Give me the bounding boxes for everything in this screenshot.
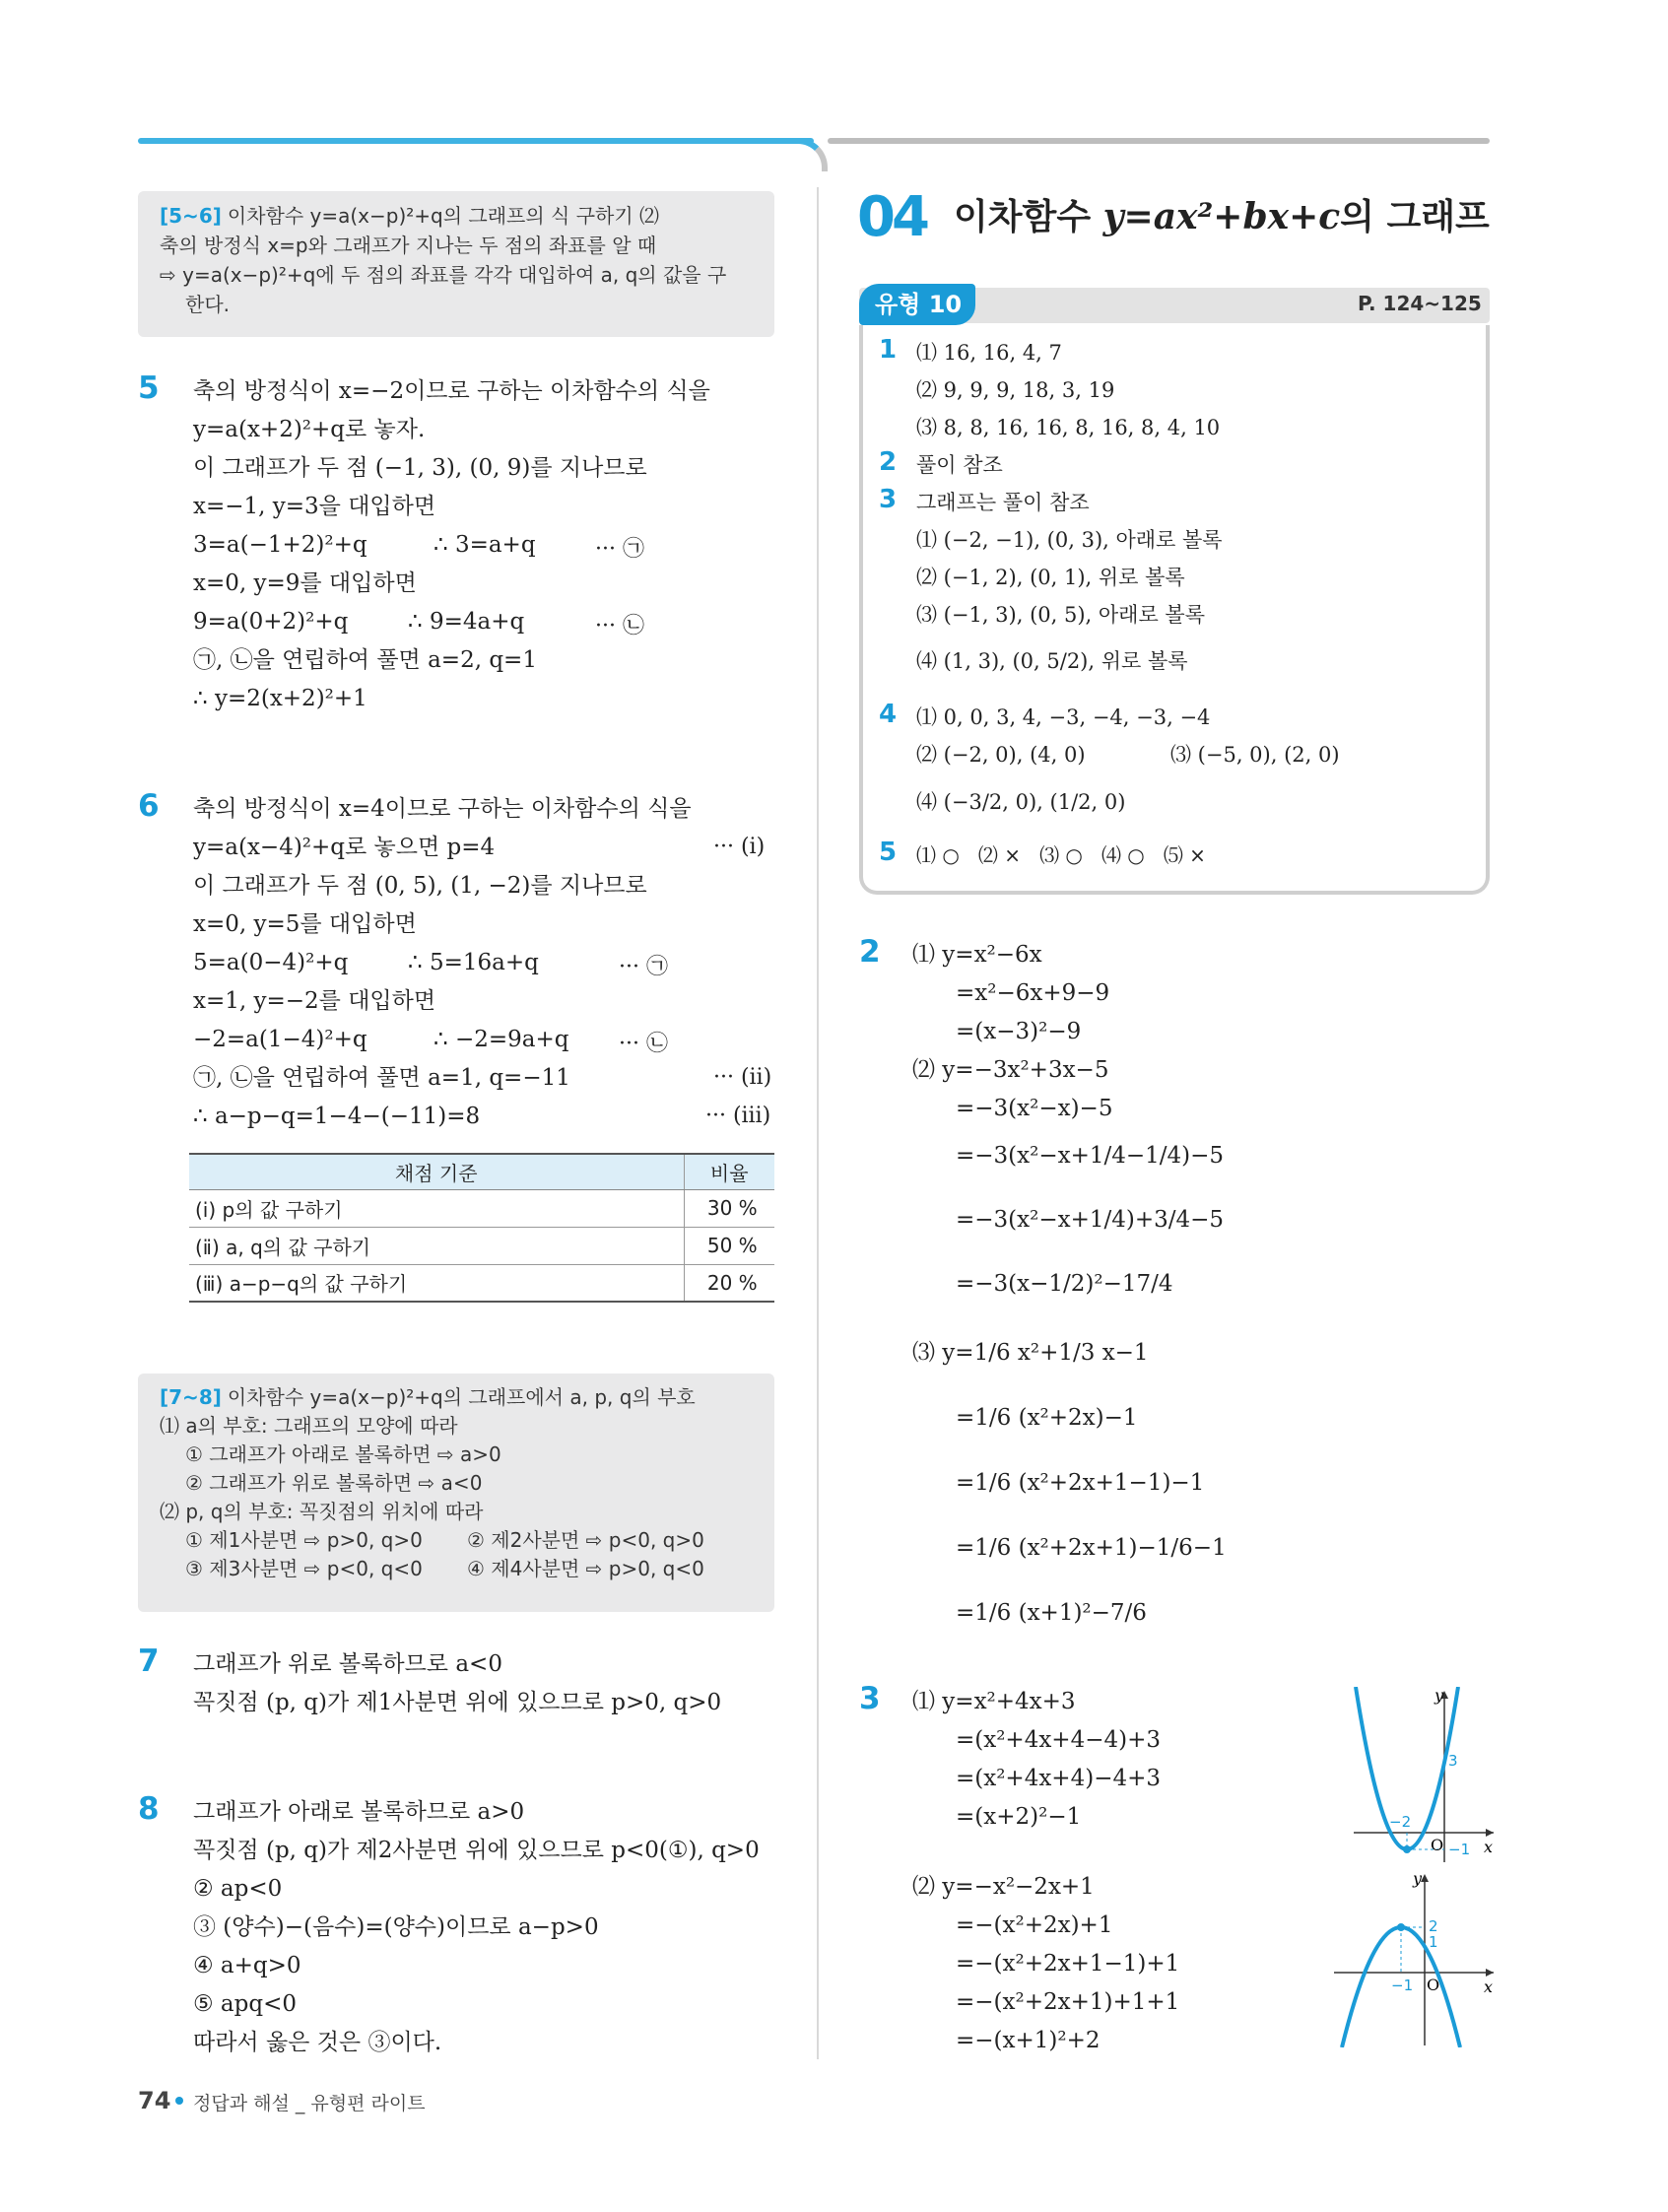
table-cell: (ⅱ) a, q의 값 구하기 xyxy=(189,1227,684,1264)
answer-number: 5 xyxy=(879,838,898,867)
equation-mark: ··· (ⅰ) xyxy=(713,835,766,859)
table-cell: (ⅲ) a−p−q의 값 구하기 xyxy=(189,1264,684,1302)
solution-line: =(x²+4x+4)−4+3 xyxy=(956,1766,1161,1791)
x-axis-label: x xyxy=(1484,1977,1494,1996)
tip-line: ② 제2사분면 ⇨ p<0, q>0 xyxy=(467,1528,704,1552)
solution-line: =1/6 (x²+2x)−1 xyxy=(956,1405,1138,1431)
solution-line: =−(x²+2x+1)+1+1 xyxy=(956,1989,1180,2015)
solution-line: x=−1, y=3을 대입하면 xyxy=(193,494,436,519)
solution-line: =−3(x−1/2)²−17/4 xyxy=(956,1271,1173,1297)
table-cell: 50 % xyxy=(684,1227,774,1264)
x-axis-arrow xyxy=(1486,1829,1494,1837)
solution-line: ④ a+q>0 xyxy=(193,1953,301,1978)
solution-line: x=0, y=5를 대입하면 xyxy=(193,911,417,937)
vertex-point xyxy=(1397,1923,1405,1931)
tip-line: ① 그래프가 아래로 볼록하면 ⇨ a>0 xyxy=(185,1442,501,1466)
section-title-pre: 이차함수 xyxy=(954,197,1103,237)
solution-line: 그래프가 아래로 볼록하므로 a>0 xyxy=(193,1799,525,1825)
answer-number: 1 xyxy=(879,335,898,365)
equation-mark: ··· ㉠ xyxy=(595,537,644,562)
solution-line: ∴ a−p−q=1−4−(−11)=8 xyxy=(193,1104,481,1129)
y-intercept-label: 3 xyxy=(1448,1752,1458,1770)
table-header-criteria: 채점 기준 xyxy=(189,1154,684,1189)
solution-line: ⑵ y=−3x²+3x−5 xyxy=(912,1057,1109,1083)
solution-line: =−(x²+2x)+1 xyxy=(956,1912,1113,1938)
solution-line: ㉠, ㉡을 연립하여 풀면 a=2, q=1 xyxy=(193,647,537,673)
section-number: 04 xyxy=(857,185,926,249)
tip-tag: [5~6] xyxy=(160,204,222,228)
tip-box-7-8 xyxy=(138,1374,774,1612)
solution-line: =(x²+4x+4−4)+3 xyxy=(956,1727,1161,1753)
table-row xyxy=(189,1264,774,1302)
equation-mark: ··· (ⅲ) xyxy=(705,1104,771,1128)
page-number: 74 xyxy=(138,2087,171,2114)
tip-tag: [7~8] xyxy=(160,1385,222,1409)
y-intercept-label: 1 xyxy=(1429,1933,1438,1951)
y-axis-label: y xyxy=(1413,1870,1423,1888)
solution-line: =1/6 (x+1)²−7/6 xyxy=(956,1600,1147,1626)
tip-line: ③ 제3사분면 ⇨ p<0, q<0 xyxy=(185,1557,423,1580)
solution-line: 이 그래프가 두 점 (0, 5), (1, −2)를 지나므로 xyxy=(193,873,647,899)
table-header-row xyxy=(189,1154,774,1189)
tip-line: ⑵ p, q의 부호: 꼭짓점의 위치에 따라 xyxy=(160,1500,484,1523)
column-divider xyxy=(817,187,819,2059)
solution-line: =(x+2)²−1 xyxy=(956,1804,1082,1830)
problem-number: 2 xyxy=(859,934,881,970)
header-rule-curve xyxy=(788,138,828,171)
section-title xyxy=(954,189,1490,239)
solution-line: ∴ 3=a+q xyxy=(434,532,536,558)
solution-line: 따라서 옳은 것은 ③이다. xyxy=(193,2030,442,2055)
answer-line: ⑶ (−5, 0), (2, 0) xyxy=(1170,743,1340,767)
solution-line: 그래프가 위로 볼록하므로 a<0 xyxy=(193,1651,502,1677)
answer-line: ⑵ 9, 9, 9, 18, 3, 19 xyxy=(916,378,1115,402)
x-axis-label: x xyxy=(1484,1838,1494,1856)
answer-number: 4 xyxy=(879,700,898,729)
tip-line: ④ 제4사분면 ⇨ p>0, q<0 xyxy=(467,1557,704,1580)
solution-line: y=a(x+2)²+q로 놓자. xyxy=(193,417,426,442)
tip-box-5-6 xyxy=(138,191,774,337)
solution-line: =−3(x²−x)−5 xyxy=(956,1096,1113,1121)
solution-line: =1/6 (x²+2x+1−1)−1 xyxy=(956,1470,1205,1496)
solution-line: x=0, y=9를 대입하면 xyxy=(193,570,417,596)
solution-line: ⑵ y=−x²−2x+1 xyxy=(912,1874,1095,1900)
solution-line: ∴ −2=9a+q xyxy=(434,1027,569,1052)
solution-line: =−3(x²−x+1/4−1/4)−5 xyxy=(956,1143,1225,1169)
solution-line: ∴ 5=16a+q xyxy=(408,950,539,975)
footer-title: 정답과 해설 _ 유형편 라이트 xyxy=(193,2093,426,2114)
tip-title: 이차함수 y=a(x−p)²+q의 그래프의 식 구하기 ⑵ xyxy=(227,204,660,228)
origin-label: O xyxy=(1427,1976,1440,1994)
y-axis-arrow xyxy=(1421,1874,1429,1882)
answer-line: ⑷ (−3/2, 0), (1/2, 0) xyxy=(916,790,1126,814)
vertex-y-label: −1 xyxy=(1448,1841,1471,1858)
solution-line: =−(x+1)²+2 xyxy=(956,2028,1101,2053)
vertex-x-label: −2 xyxy=(1389,1813,1412,1831)
solution-line: −2=a(1−4)²+q xyxy=(193,1027,367,1052)
tip-line: ⇨ y=a(x−p)²+q에 두 점의 좌표를 각각 대입하여 a, q의 값을 구 xyxy=(160,263,727,287)
origin-label: O xyxy=(1431,1836,1444,1854)
table-cell: 30 % xyxy=(684,1189,774,1227)
problem-number: 8 xyxy=(138,1791,160,1827)
solution-line: ∴ 9=4a+q xyxy=(408,609,525,635)
solution-line: ⑤ apq<0 xyxy=(193,1991,297,2017)
answer-line: ⑶ 8, 8, 16, 16, 8, 16, 8, 4, 10 xyxy=(916,416,1221,439)
tip-line: 축의 방정식 x=p와 그래프가 지나는 두 점의 좌표를 알 때 xyxy=(160,234,657,257)
y-axis-label: y xyxy=(1434,1687,1444,1705)
solution-line: ⑶ y=1/6 x²+1/3 x−1 xyxy=(912,1340,1149,1366)
solution-line: =x²−6x+9−9 xyxy=(956,980,1110,1006)
parabola-graph-1 xyxy=(1350,1687,1498,1864)
header-rule-left xyxy=(138,138,814,144)
parabola-graph-2 xyxy=(1330,1870,1498,2047)
solution-line: y=a(x−4)²+q로 놓으면 p=4 xyxy=(193,835,496,860)
vertex-x-label: −1 xyxy=(1391,1977,1414,1994)
answer-line: 그래프는 풀이 참조 xyxy=(916,491,1090,514)
equation-mark: ··· ㉡ xyxy=(595,614,644,638)
answer-line: ⑷ (1, 3), (0, 5/2), 위로 볼록 xyxy=(916,649,1188,673)
header-rule-right xyxy=(828,138,1490,144)
tip-line: ① 제1사분면 ⇨ p>0, q>0 xyxy=(185,1528,423,1552)
tip-line: ⑴ a의 부호: 그래프의 모양에 따라 xyxy=(160,1414,458,1438)
solution-line: 축의 방정식이 x=4이므로 구하는 이차함수의 식을 xyxy=(193,796,692,822)
solution-line: ⑴ y=x²+4x+3 xyxy=(912,1689,1076,1714)
equation-mark: ··· ㉡ xyxy=(619,1032,668,1056)
solution-line: 9=a(0+2)²+q xyxy=(193,609,349,635)
answer-line: ⑴ 0, 0, 3, 4, −3, −4, −3, −4 xyxy=(916,705,1211,729)
tip-title: 이차함수 y=a(x−p)²+q의 그래프에서 a, p, q의 부호 xyxy=(227,1385,696,1409)
tip-line: 한다. xyxy=(185,293,230,316)
x-axis-arrow xyxy=(1486,1969,1494,1977)
solution-line: =−3(x²−x+1/4)+3/4−5 xyxy=(956,1207,1225,1233)
section-title-math: y=ax²+bx+c xyxy=(1102,196,1341,237)
answer-line: ⑴ 16, 16, 4, 7 xyxy=(916,341,1062,365)
answer-number: 2 xyxy=(879,447,898,477)
solution-line: ∴ y=2(x+2)²+1 xyxy=(193,686,367,711)
equation-mark: ··· (ⅱ) xyxy=(713,1065,772,1090)
answer-line: ⑵ (−1, 2), (0, 1), 위로 볼록 xyxy=(916,566,1185,589)
solution-line: 이 그래프가 두 점 (−1, 3), (0, 9)를 지나므로 xyxy=(193,455,647,481)
problem-number: 5 xyxy=(138,370,160,406)
solution-line: ③ (양수)−(음수)=(양수)이므로 a−p>0 xyxy=(193,1914,599,1940)
answer-line: ⑴ (−2, −1), (0, 3), 아래로 볼록 xyxy=(916,528,1223,552)
solution-line: x=1, y=−2를 대입하면 xyxy=(193,988,436,1014)
solution-line: 5=a(0−4)²+q xyxy=(193,950,349,975)
type-label: 유형 10 xyxy=(859,284,975,325)
solution-line: ㉠, ㉡을 연립하여 풀면 a=1, q=−11 xyxy=(193,1065,570,1091)
solution-line: 꼭짓점 (p, q)가 제2사분면 위에 있으므로 p<0(①), q>0 xyxy=(193,1838,760,1863)
solution-line: 꼭짓점 (p, q)가 제1사분면 위에 있으므로 p>0, q>0 xyxy=(193,1690,722,1715)
table-header-ratio: 비율 xyxy=(684,1154,774,1189)
problem-number: 6 xyxy=(138,788,160,824)
page-reference: P. 124~125 xyxy=(1358,292,1482,315)
solution-line: 3=a(−1+2)²+q xyxy=(193,532,367,558)
solution-line: =(x−3)²−9 xyxy=(956,1019,1082,1044)
solution-line: =1/6 (x²+2x+1)−1/6−1 xyxy=(956,1535,1227,1561)
table-row xyxy=(189,1227,774,1264)
section-title-post: 의 그래프 xyxy=(1340,197,1490,237)
solution-line: 축의 방정식이 x=−2이므로 구하는 이차함수의 식을 xyxy=(193,378,710,404)
solution-line: ② ap<0 xyxy=(193,1876,283,1902)
table-cell: 20 % xyxy=(684,1264,774,1302)
problem-number: 7 xyxy=(138,1643,160,1679)
solution-line: =−(x²+2x+1−1)+1 xyxy=(956,1951,1180,1977)
vertex-y-label: 2 xyxy=(1429,1917,1438,1935)
solution-line: ⑴ y=x²−6x xyxy=(912,942,1042,968)
answer-line: ⑵ (−2, 0), (4, 0) xyxy=(916,743,1086,767)
scoring-table xyxy=(189,1153,774,1303)
footer-bullet xyxy=(175,2097,183,2105)
equation-mark: ··· ㉠ xyxy=(619,955,668,979)
tip-line: ② 그래프가 위로 볼록하면 ⇨ a<0 xyxy=(185,1471,483,1495)
answer-line: 풀이 참조 xyxy=(916,453,1003,477)
vertex-point xyxy=(1403,1845,1411,1853)
table-cell: (ⅰ) p의 값 구하기 xyxy=(189,1189,684,1227)
answer-line: ⑶ (−1, 3), (0, 5), 아래로 볼록 xyxy=(916,603,1205,627)
answer-number: 3 xyxy=(879,485,898,514)
table-row xyxy=(189,1189,774,1227)
answer-line: ⑴ ○ ⑵ × ⑶ ○ ⑷ ○ ⑸ × xyxy=(916,843,1206,867)
problem-number: 3 xyxy=(859,1681,881,1716)
